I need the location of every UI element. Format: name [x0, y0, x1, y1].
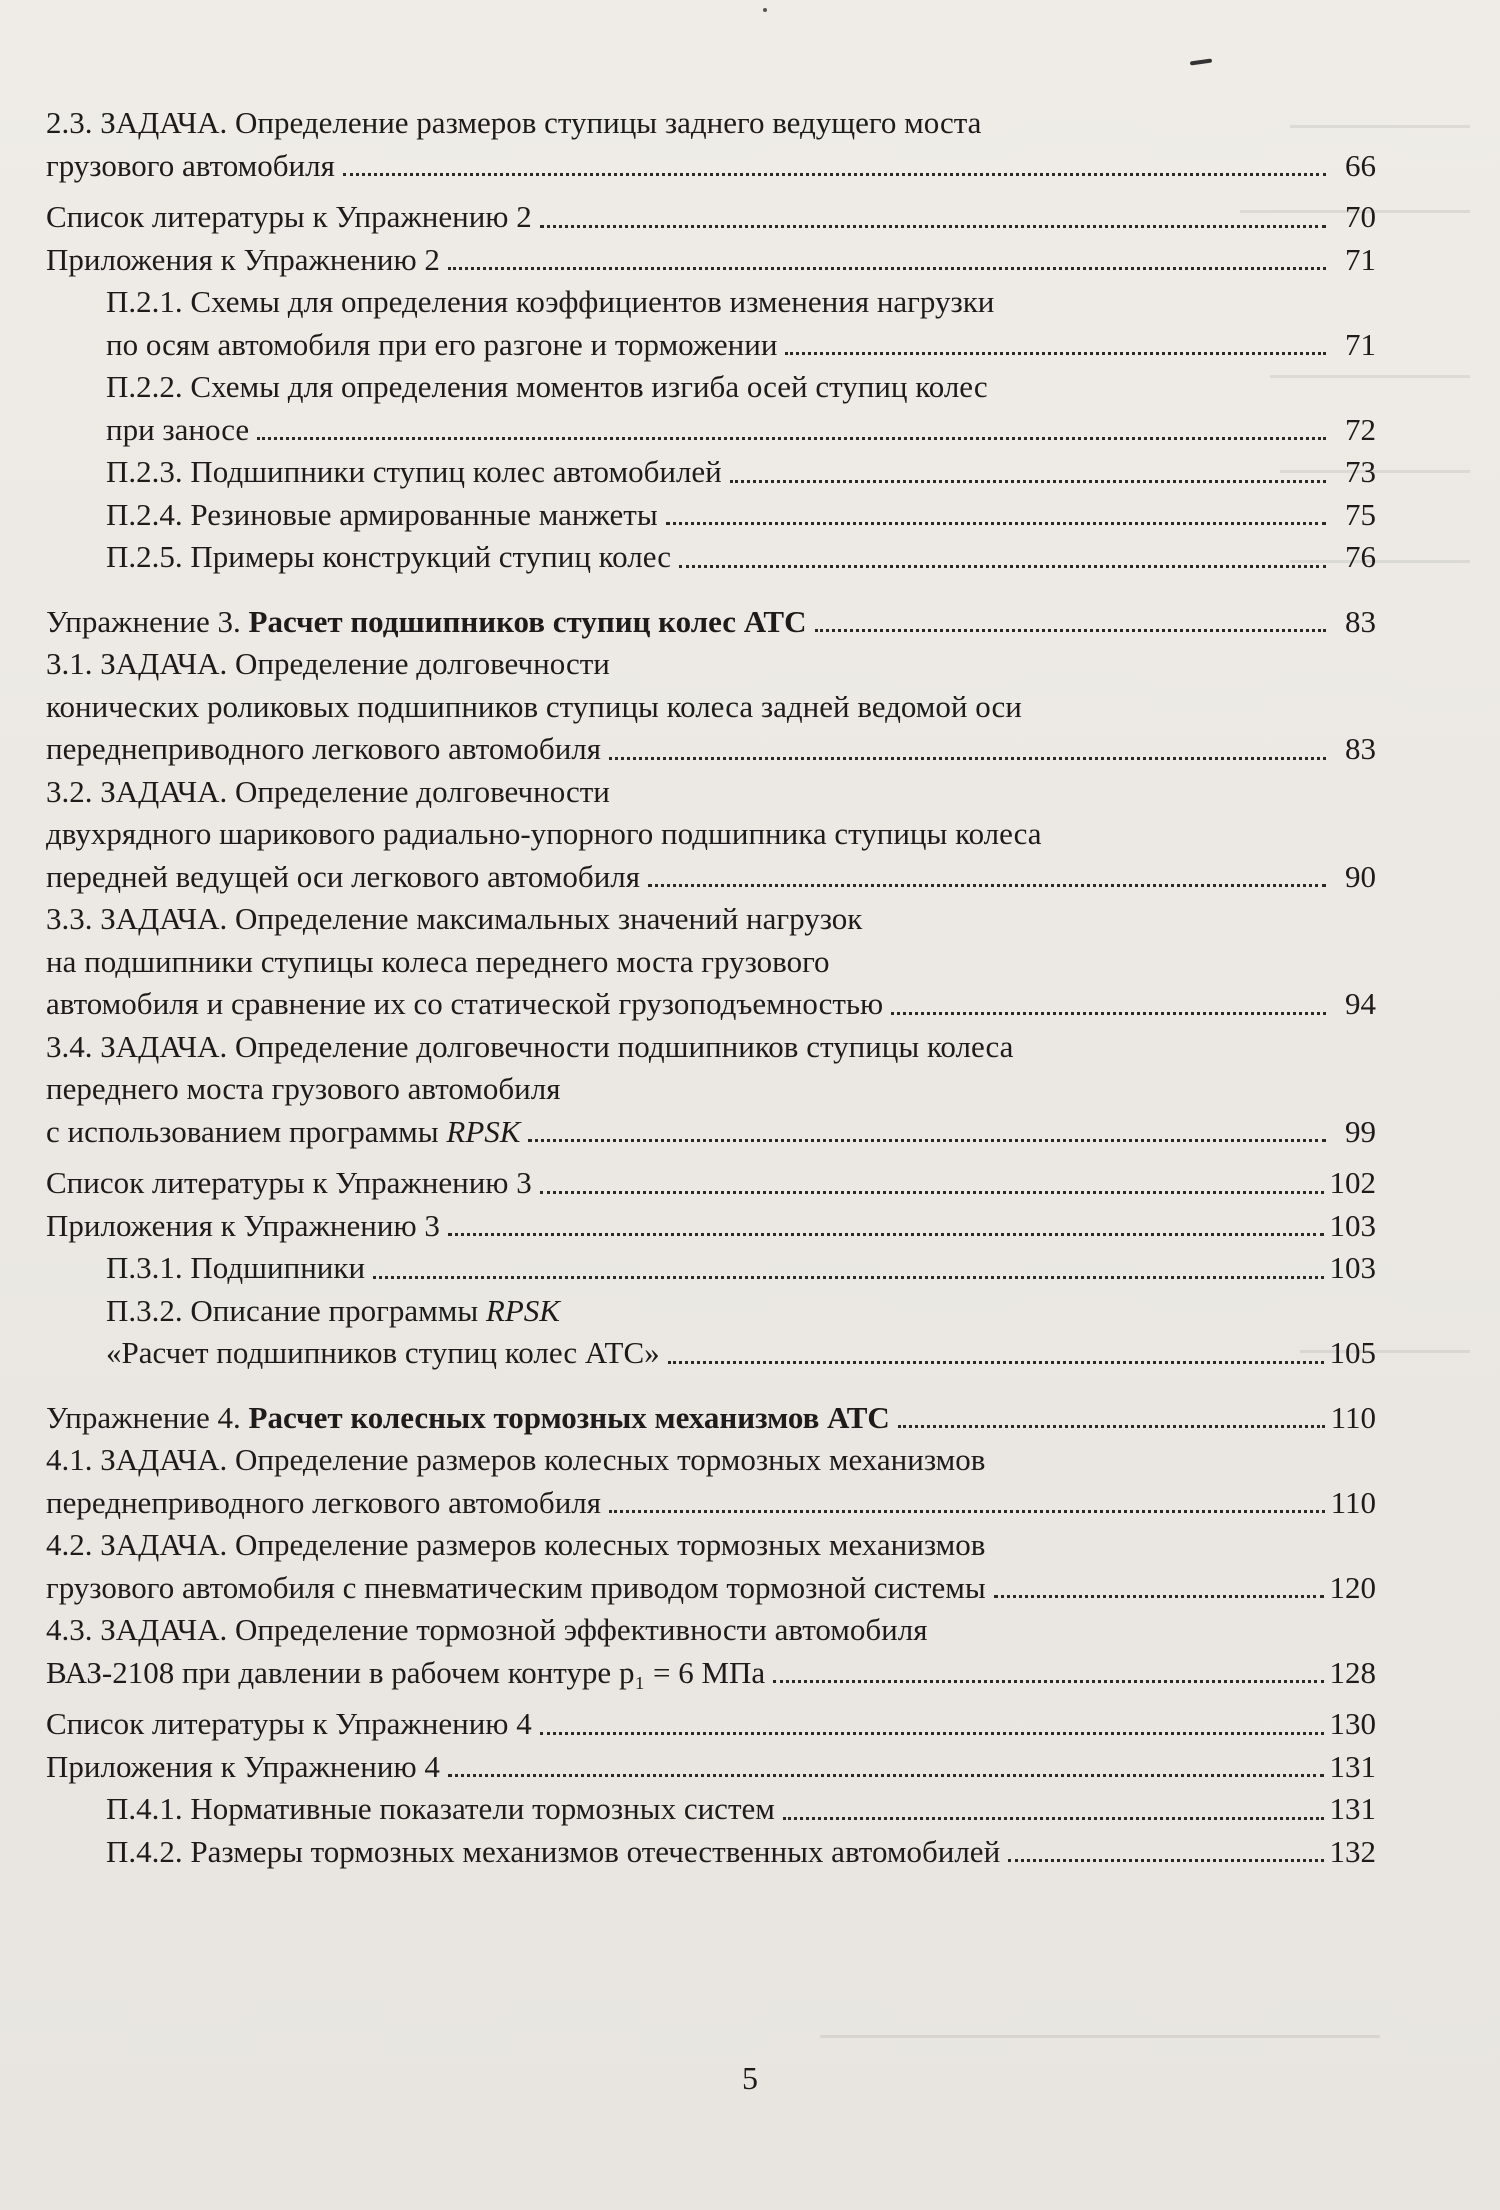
toc-entry-title: Список литературы к Упражнению 3	[46, 1165, 532, 1200]
toc-entry[interactable]	[46, 1439, 1376, 1524]
toc-entry-title	[46, 1397, 890, 1440]
toc-page-number: 131	[1329, 1791, 1376, 1826]
toc-line	[46, 1290, 1376, 1333]
page-number: 5	[742, 2060, 758, 2096]
toc-entry-title: конических роликовых подшипников ступицы колеса задней ведомой оси	[46, 688, 1022, 724]
dot-leader	[1008, 1859, 1323, 1862]
toc-entry-title: Приложения к Упражнению 4	[46, 1748, 440, 1784]
toc-line	[46, 1439, 1376, 1482]
toc-line	[46, 1332, 1376, 1375]
toc-entry[interactable]	[46, 239, 1376, 282]
toc-entry-title: 4.3. ЗАДАЧА. Определение тормозной эффективности автомобиля	[46, 1612, 928, 1647]
toc-entry[interactable]	[46, 771, 1376, 899]
toc-entry-title: Список литературы к Упражнению 4	[46, 1706, 532, 1741]
toc-line	[46, 813, 1376, 856]
section-title: Расчет подшипников ступиц колес АТС	[248, 603, 807, 639]
toc-page-number: 66	[1345, 147, 1376, 183]
toc-line	[46, 771, 1376, 814]
toc-entry[interactable]	[46, 1703, 1376, 1746]
toc-entry-title: П.2.1. Схемы для определения коэффициентов изменения нагрузки	[106, 284, 995, 319]
toc-entry-title: 4.1. ЗАДАЧА. Определение размеров колесных тормозных механизмов	[46, 1442, 986, 1477]
toc-page-number: 73	[1345, 454, 1376, 489]
toc-entry[interactable]	[46, 1746, 1376, 1789]
toc-line	[46, 1162, 1376, 1205]
toc-line	[46, 898, 1376, 941]
toc-line	[46, 239, 1376, 282]
toc-entry-title	[106, 1290, 560, 1333]
toc-page-number: 90	[1345, 858, 1376, 894]
dot-leader	[666, 522, 1326, 525]
toc-line	[46, 1068, 1376, 1111]
toc-entry-title: П.2.3. Подшипники ступиц колес автомобилей	[106, 454, 722, 489]
toc-page-number: 75	[1345, 496, 1376, 532]
toc-page-number: 103	[1329, 1250, 1376, 1285]
toc-line	[46, 281, 1376, 324]
dot-leader	[373, 1276, 1323, 1279]
toc-page-number: 128	[1329, 1654, 1376, 1690]
toc-line	[46, 1524, 1376, 1567]
toc-line	[46, 1788, 1376, 1831]
toc-page-number: 120	[1329, 1569, 1376, 1605]
toc-page-number: 110	[1330, 1484, 1376, 1520]
toc-entry-title	[46, 1111, 520, 1154]
toc-line	[46, 1026, 1376, 1069]
toc-entry-title: 3.1. ЗАДАЧА. Определение долговечности	[46, 646, 610, 681]
toc-page-number: 130	[1329, 1706, 1376, 1741]
toc-entry-title: переднего моста грузового автомобиля	[46, 1071, 561, 1106]
toc-line	[46, 856, 1376, 899]
dot-leader	[528, 1139, 1326, 1142]
title-text: с использованием программы	[46, 1113, 447, 1149]
dot-leader	[785, 352, 1326, 355]
dot-leader	[898, 1425, 1325, 1428]
toc-entry-title: передней ведущей оси легкового автомобиля	[46, 858, 641, 894]
toc-entry[interactable]	[46, 196, 1376, 239]
dot-leader	[257, 437, 1326, 440]
toc-line	[46, 1609, 1376, 1652]
ink-mark	[1190, 58, 1212, 65]
toc-line	[46, 941, 1376, 984]
toc-page-number: 132	[1329, 1833, 1376, 1869]
toc-entry-title: автомобиля и сравнение их со статической грузоподъемностью	[46, 986, 884, 1021]
toc-entry[interactable]	[46, 1788, 1376, 1831]
toc-entry[interactable]	[46, 1026, 1376, 1154]
title-text: П.3.2. Описание программы	[106, 1292, 486, 1328]
toc-entry-title	[46, 601, 807, 644]
toc-line	[46, 102, 1376, 145]
toc-line	[46, 196, 1376, 239]
toc-entry-title: по осям автомобиля при его разгоне и торможении	[106, 326, 778, 362]
dot-leader	[679, 565, 1326, 568]
toc-line	[46, 324, 1376, 367]
toc-entry[interactable]	[46, 451, 1376, 494]
program-name: RPSK	[485, 1292, 560, 1328]
program-name: RPSK	[446, 1113, 521, 1149]
toc-entry-title: «Расчет подшипников ступиц колес АТС»	[106, 1335, 660, 1370]
toc-entry-title: 3.4. ЗАДАЧА. Определение долговечности подшипников ступицы колеса	[46, 1028, 1014, 1064]
toc-line	[46, 536, 1376, 579]
toc-line	[46, 145, 1376, 188]
toc-entry-title: П.2.4. Резиновые армированные манжеты	[106, 496, 658, 532]
toc-entry-title: П.2.5. Примеры конструкций ступиц колес	[106, 539, 672, 574]
toc-entry-title: Список литературы к Упражнению 2	[46, 199, 532, 234]
toc-line	[46, 1831, 1376, 1874]
toc-page-number: 102	[1329, 1165, 1376, 1200]
toc-entry-title: двухрядного шарикового радиально-упорного подшипника ступицы колеса	[46, 816, 1042, 851]
toc-entry-title: П.2.2. Схемы для определения моментов изгиба осей ступиц колес	[106, 369, 988, 404]
dot-leader	[609, 757, 1326, 760]
toc-entry-title: на подшипники ступицы колеса переднего моста грузового	[46, 943, 830, 979]
toc-page-number: 131	[1329, 1748, 1376, 1784]
toc-line	[46, 1482, 1376, 1525]
dot-leader	[540, 1732, 1324, 1735]
dot-leader	[994, 1595, 1324, 1598]
toc-entry[interactable]	[46, 1290, 1376, 1375]
toc-page-number: 76	[1345, 539, 1376, 574]
toc-line	[46, 643, 1376, 686]
toc-page-number: 110	[1330, 1399, 1376, 1435]
toc-entry-title: П.3.1. Подшипники	[106, 1250, 366, 1285]
toc-entry[interactable]	[46, 1247, 1376, 1290]
dot-leader	[448, 1774, 1324, 1777]
toc-line	[46, 409, 1376, 452]
dot-leader	[343, 173, 1326, 176]
table-of-contents	[46, 102, 1376, 1873]
toc-entry[interactable]	[46, 898, 1376, 1026]
toc-entry[interactable]	[46, 1162, 1376, 1205]
toc-entry-title: переднеприводного легкового автомобиля	[46, 1484, 602, 1520]
toc-entry-title: грузового автомобиля	[46, 147, 335, 183]
toc-line	[46, 366, 1376, 409]
toc-page-number: 71	[1345, 326, 1376, 362]
toc-entry[interactable]	[46, 102, 1376, 187]
toc-entry[interactable]	[46, 1205, 1376, 1248]
toc-line	[46, 1703, 1376, 1746]
toc-entry-title: Приложения к Упражнению 2	[46, 241, 440, 277]
toc-section-heading[interactable]	[46, 1397, 1376, 1440]
dot-leader	[891, 1012, 1326, 1015]
section-prefix: Упражнение 4.	[46, 1399, 249, 1435]
toc-entry-title: Приложения к Упражнению 3	[46, 1207, 440, 1243]
toc-line	[46, 686, 1376, 729]
dot-leader	[540, 225, 1326, 228]
toc-entry-title: П.4.1. Нормативные показатели тормозных систем	[106, 1791, 775, 1826]
dot-leader	[773, 1680, 1323, 1683]
dot-leader	[668, 1361, 1324, 1364]
toc-entry-title: ВАЗ-2108 при давлении в рабочем контуре p₁ = 6 МПа	[46, 1654, 766, 1690]
toc-section-heading[interactable]	[46, 601, 1376, 644]
toc-line	[46, 983, 1376, 1026]
toc-entry-title: П.4.2. Размеры тормозных механизмов отечественных автомобилей	[106, 1833, 1001, 1869]
dot-leader	[540, 1191, 1324, 1194]
toc-page-number: 71	[1345, 241, 1376, 277]
toc-entry[interactable]	[46, 494, 1376, 537]
toc-line	[46, 1111, 1376, 1154]
dot-leader	[448, 267, 1326, 270]
toc-line	[46, 1247, 1376, 1290]
toc-entry[interactable]	[46, 281, 1376, 366]
toc-entry-title: 2.3. ЗАДАЧА. Определение размеров ступицы заднего ведущего моста	[46, 105, 982, 140]
toc-page-number: 94	[1345, 986, 1376, 1021]
toc-page-number: 83	[1345, 731, 1376, 766]
toc-line	[46, 494, 1376, 537]
dot-leader	[815, 629, 1327, 632]
toc-entry[interactable]	[46, 366, 1376, 451]
section-prefix: Упражнение 3.	[46, 603, 249, 639]
toc-line	[46, 1567, 1376, 1610]
dot-leader	[448, 1233, 1324, 1236]
toc-entry-title: при заносе	[106, 411, 250, 447]
toc-line	[46, 601, 1376, 644]
toc-page-number: 105	[1329, 1335, 1376, 1370]
toc-line	[46, 1652, 1376, 1695]
toc-entry-title: 3.3. ЗАДАЧА. Определение максимальных значений нагрузок	[46, 901, 863, 936]
toc-entry-title: переднеприводного легкового автомобиля	[46, 731, 602, 766]
toc-page-number: 103	[1329, 1207, 1376, 1243]
speck-mark	[763, 8, 767, 12]
toc-entry-title: 3.2. ЗАДАЧА. Определение долговечности	[46, 773, 610, 809]
toc-entry[interactable]	[46, 536, 1376, 579]
toc-line	[46, 451, 1376, 494]
toc-entry[interactable]	[46, 1524, 1376, 1609]
toc-page-number: 72	[1345, 411, 1376, 447]
toc-page-number: 99	[1345, 1113, 1376, 1149]
toc-entry-title: грузового автомобиля с пневматическим приводом тормозной системы	[46, 1569, 986, 1605]
toc-line	[46, 1746, 1376, 1789]
dot-leader	[730, 480, 1326, 483]
section-title: Расчет колесных тормозных механизмов АТС	[248, 1399, 890, 1435]
dot-leader	[609, 1510, 1325, 1513]
toc-line	[46, 1397, 1376, 1440]
toc-line	[46, 728, 1376, 771]
dot-leader	[648, 884, 1326, 887]
toc-page-number: 70	[1345, 199, 1376, 234]
toc-page-number: 83	[1345, 603, 1376, 639]
toc-entry[interactable]	[46, 1609, 1376, 1694]
toc-entry[interactable]	[46, 643, 1376, 771]
toc-line	[46, 1205, 1376, 1248]
toc-entry[interactable]	[46, 1831, 1376, 1874]
toc-entry-title: 4.2. ЗАДАЧА. Определение размеров колесных тормозных механизмов	[46, 1527, 986, 1562]
dot-leader	[783, 1817, 1324, 1820]
